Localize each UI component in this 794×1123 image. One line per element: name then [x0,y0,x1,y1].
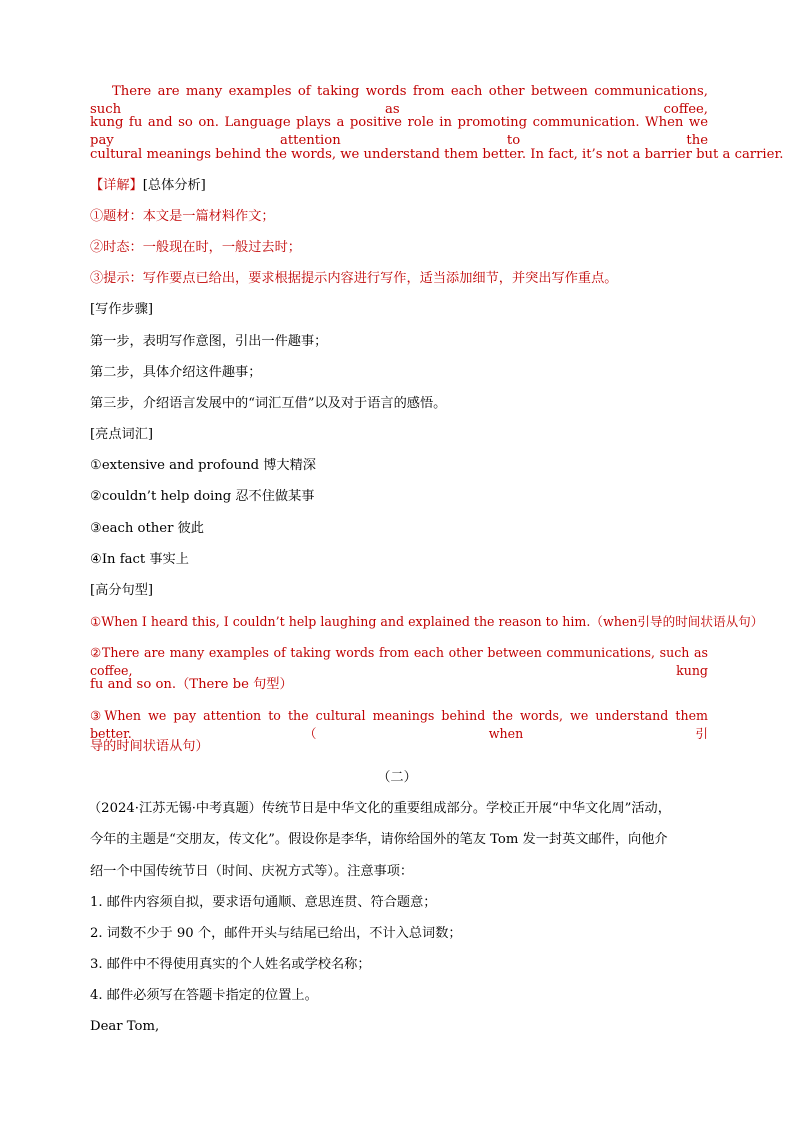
note-2: 2. 词数不少于 90 个，邮件开头与结尾已给出，不计入总词数； [90,926,462,941]
analysis-tense: ②时态：一般现在时，一般过去时； [90,240,301,255]
sentence-3-line-1: ③When we pay attention to the cultural meanings behind the words, we understand them better.（when引 [90,708,708,741]
note-3: 3. 邮件中不得使用真实的个人姓名或学校名称； [90,957,371,972]
sentence-2-line-1: ②There are many examples of taking words from each other between communications, such as coffee, kung [90,645,708,678]
steps-heading: [写作步骤] [90,302,154,317]
essay-line-3: cultural meanings behind the words, we understand them better. In fact, it’s not a barrier but a carrier. [90,147,784,162]
prompt-line-3: 绍一个中国传统节日（时间、庆祝方式等）。注意事项： [90,864,414,879]
analysis-topic: ①题材：本文是一篇材料作文； [90,209,275,224]
note-4: 4. 邮件必须写在答题卡指定的位置上。 [90,988,318,1003]
vocab-item: ④In fact 事实上 [90,552,189,567]
vocab-item: ③each other 彼此 [90,521,204,536]
vocab-heading: [亮点词汇] [90,427,154,442]
step-1: 第一步，表明写作意图，引出一件趣事； [90,334,328,349]
step-3: 第三步，介绍语言发展中的“词汇互借”以及对于语言的感悟。 [90,396,447,411]
sentence-2-line-2: fu and so on.（There be 句型） [90,677,293,692]
sentences-heading: [高分句型] [90,583,154,598]
vocab-item: ①extensive and profound 博大精深 [90,458,316,473]
essay-line-2: kung fu and so on. Language plays a positive role in promoting communication. When we pay attention to the [90,115,708,148]
overall-analysis-heading: [总体分析] [142,178,206,193]
vocab-item: ②couldn’t help doing 忍不住做某事 [90,489,315,504]
sentence-3-line-2: 导的时间状语从句） [90,739,209,754]
analysis-hint: ③提示：写作要点已给出，要求根据提示内容进行写作，适当添加细节，并突出写作重点。 [90,271,618,286]
essay-line-1-text: There are many examples of taking words from each other between communications, such as coffee, [90,84,708,117]
step-2: 第二步，具体介绍这件趣事； [90,365,262,380]
analysis-heading [90,177,708,195]
section-2-title: （二） [377,770,417,785]
prompt-line-1: （2024·江苏无锡·中考真题）传统节日是中华文化的重要组成部分。学校正开展“中华文化周”活动， [88,801,671,816]
sentence-1: ①When I heard this, I couldn’t help laughing and explained the reason to him.（when引导的时间状语从句） [90,614,764,629]
salutation: Dear Tom, [90,1019,160,1034]
detail-label: 【详解】 [90,178,143,193]
prompt-line-2: 今年的主题是“交朋友，传文化”。假设你是李华，请你给国外的笔友 Tom 发一封英文邮件，向他介 [90,832,668,847]
note-1: 1. 邮件内容须自拟，要求语句通顺、意思连贯、符合题意； [90,895,437,910]
